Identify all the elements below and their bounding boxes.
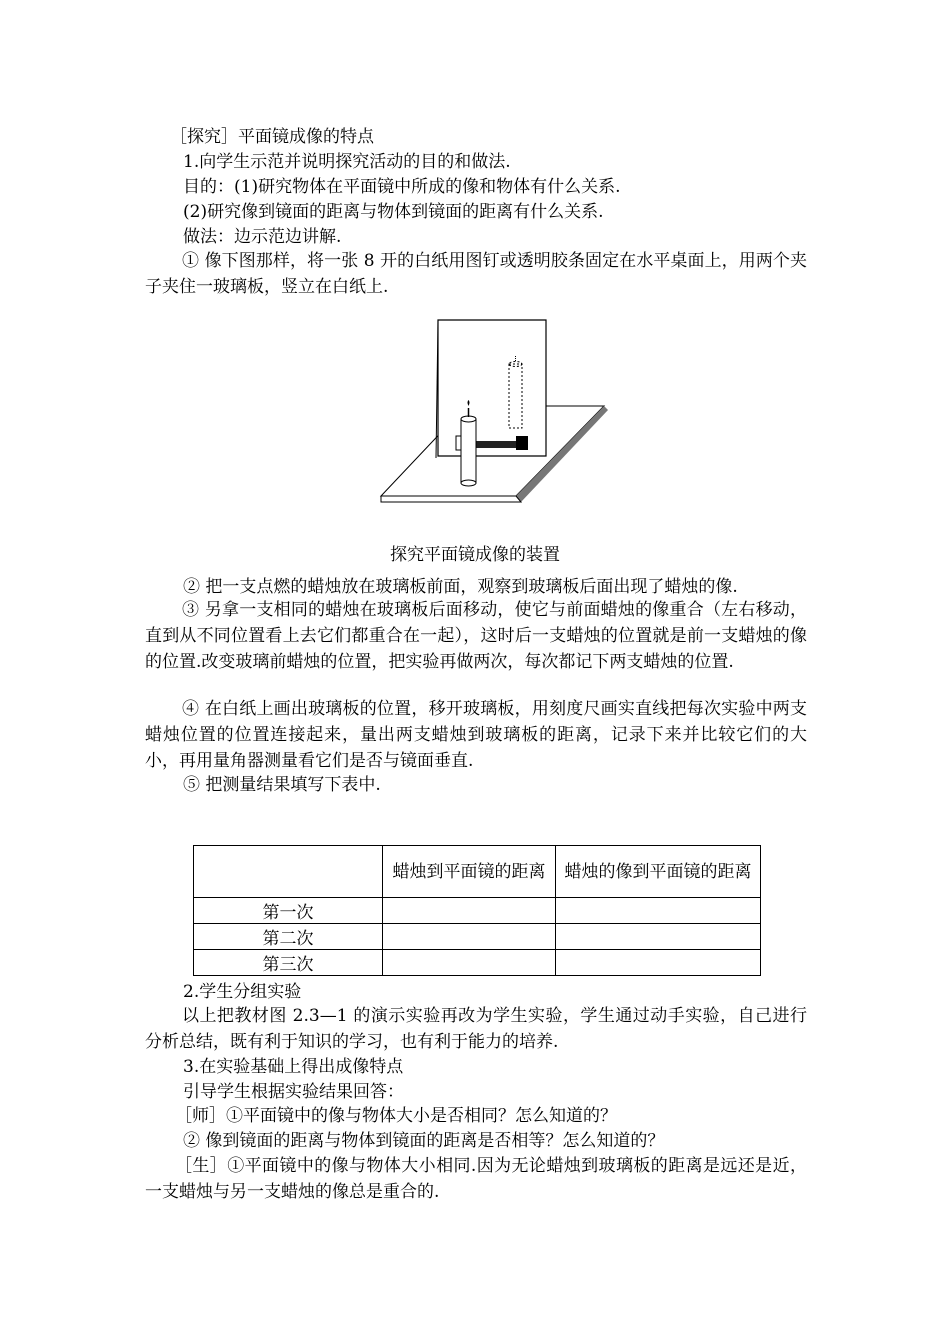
table-cell	[383, 950, 556, 976]
section-title: ［探究］平面镜成像的特点	[170, 127, 374, 147]
clamp-rod	[472, 441, 520, 448]
table-row	[194, 898, 761, 924]
table-header-cell: 蜡烛到平面镜的距离	[383, 846, 556, 898]
paragraph-3: ③ 另拿一支相同的蜡烛在玻璃板后面移动，使它与前面蜡烛的像重合（左右移动，直到从不同位置看上去它们都重合在一起），这时后一支蜡烛的位置就是前一支蜡烛的像的位置.改变玻璃前蜡烛的位置，把实验再做两次，每次都记下两支蜡烛的位置.	[145, 600, 807, 672]
table-header-row	[194, 846, 761, 898]
step-2: 2.学生分组实验	[183, 982, 302, 1002]
student-answer-1: ［生］①平面镜中的像与物体大小相同.因为无论蜡烛到玻璃板的距离是远还是近，一支蜡烛与另一支蜡烛的像总是重合的.	[145, 1156, 807, 1202]
table-cell	[383, 924, 556, 950]
table-cell	[556, 950, 761, 976]
table-row	[194, 924, 761, 950]
table-header-cell: 蜡烛的像到平面镜的距离	[556, 846, 761, 898]
measurement-table	[193, 845, 761, 976]
table-cell: 第一次	[194, 898, 383, 924]
teacher-question-2: ② 像到镜面的距离与物体到镜面的距离是否相等？怎么知道的？	[183, 1131, 665, 1151]
table-cell	[383, 898, 556, 924]
table-header-cell	[194, 846, 383, 898]
paragraph-2: ② 把一支点燃的蜡烛放在玻璃板前面，观察到玻璃板后面出现了蜡烛的像.	[183, 577, 738, 597]
table-cell	[556, 924, 761, 950]
paragraph-4: ④ 在白纸上画出玻璃板的位置，移开玻璃板，用刻度尺画实直线把每次实验中两支蜡烛位置的位置连接起来，量出两支蜡烛到玻璃板的距离，记录下来并比较它们的大小，再用量角器测量看它们是否与镜面垂直.	[145, 699, 807, 771]
method: 做法：边示范边讲解.	[183, 227, 342, 247]
guide-text: 引导学生根据实验结果回答：	[183, 1082, 404, 1102]
paragraph-6: 以上把教材图 2.3—1 的演示实验再改为学生实验，学生通过动手实验，自己进行分析总结，既有利于知识的学习，也有利于能力的培养.	[145, 1006, 807, 1052]
board-front-side	[381, 496, 521, 502]
figure-caption: 探究平面镜成像的装置	[390, 545, 560, 565]
table-cell	[556, 898, 761, 924]
purpose-2: (2)研究像到镜面的距离与物体到镜面的距离有什么关系.	[183, 202, 604, 222]
apparatus-figure	[376, 318, 608, 512]
paragraph-5: ⑤ 把测量结果填写下表中.	[183, 775, 381, 795]
table-row	[194, 950, 761, 976]
candle-front	[461, 419, 476, 483]
paragraph-1: ① 像下图那样，将一张 8 开的白纸用图钉或透明胶条固定在水平桌面上，用两个夹子夹住一玻璃板，竖立在白纸上.	[145, 251, 807, 297]
step-1: 1.向学生示范并说明探究活动的目的和做法.	[183, 152, 511, 172]
apparatus-illustration	[376, 318, 608, 508]
table-cell: 第二次	[194, 924, 383, 950]
table-cell: 第三次	[194, 950, 383, 976]
step-3: 3.在实验基础上得出成像特点	[183, 1057, 404, 1077]
purpose-1: 目的：(1)研究物体在平面镜中所成的像和物体有什么关系.	[183, 177, 621, 197]
glass-plate	[438, 320, 546, 456]
right-clamp	[516, 436, 528, 450]
teacher-question-1: ［师］①平面镜中的像与物体大小是否相同？怎么知道的？	[175, 1106, 617, 1126]
